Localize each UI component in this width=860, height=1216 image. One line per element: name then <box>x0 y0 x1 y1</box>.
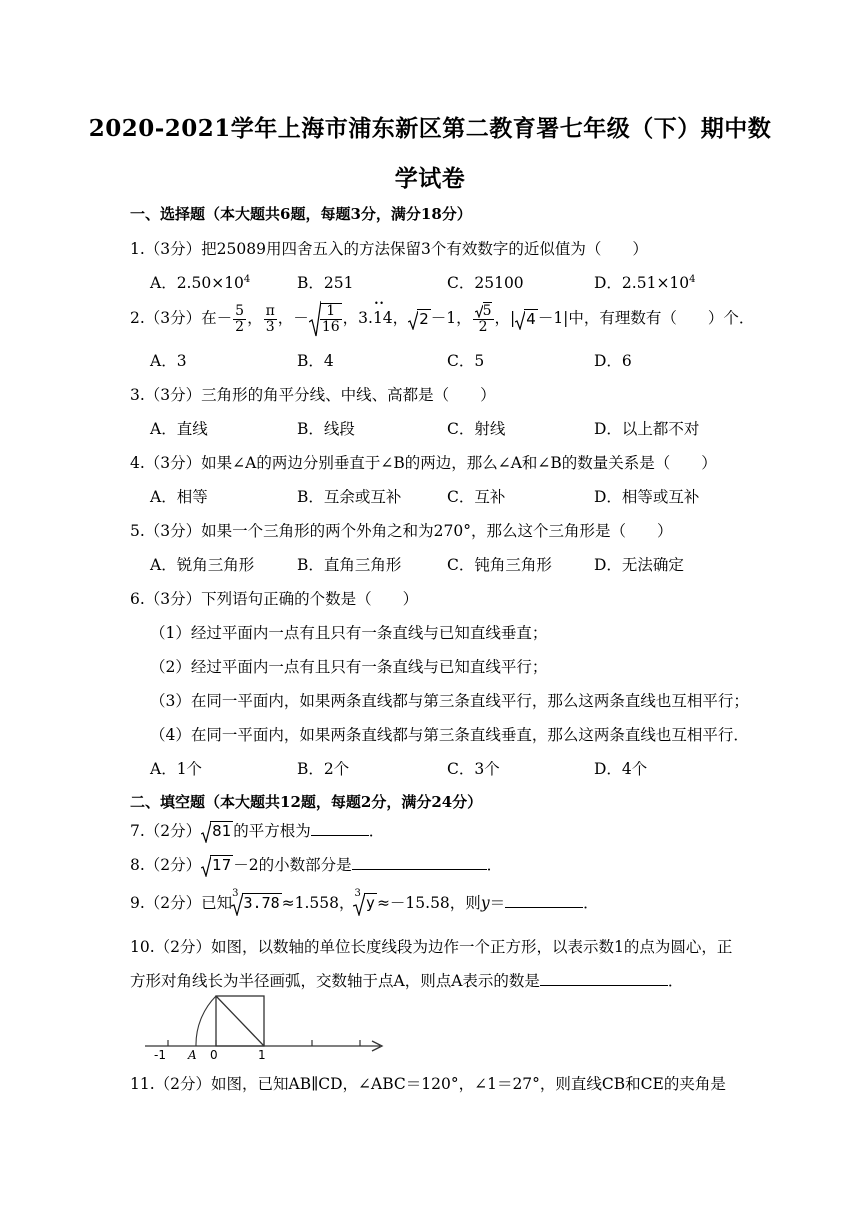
q9-var: y <box>480 894 490 912</box>
question-1-stem: 1.（3分）把25089用四舍五入的方法保留3个有效数字的近似值为（ ） <box>130 240 648 258</box>
question-2-stem: 2.（3分）在－ $\frac{5}{2}$ ， $\frac{\pi}{3}$ ，－ $\frac{1}{16}$ ，3.• • 14， 2 －1， $\frac{5}{2}$ ，| 4 －1|中，有理数有（ ）个． <box>130 300 754 338</box>
q2-f1-den: 2 <box>235 318 245 335</box>
q2-f3-den: 2 <box>478 318 488 335</box>
q2-f1-num: 5 <box>235 302 245 319</box>
section-choice-heading: 一、选择题（本大题共6题，每题3分，满分18分） <box>130 205 472 223</box>
q10-answer-blank[interactable] <box>540 971 668 986</box>
question-3-stem: 3.（3分）三角形的角平分线、中线、高都是（ ） <box>130 386 496 404</box>
question-9-stem <box>130 887 599 916</box>
q2-neg: ，－ <box>277 309 309 327</box>
q8-answer-blank[interactable] <box>352 855 487 870</box>
question-8-stem <box>130 853 502 877</box>
q7-radicand: 81 <box>212 822 232 840</box>
q8-pre: 8.（2分） <box>130 856 202 874</box>
q2-option-c[interactable]: C．5 <box>447 352 485 370</box>
q1-option-d-text: D．2.51×10 <box>594 274 690 292</box>
q7-end: ． <box>368 822 385 840</box>
q6-statement-3: （3）在同一平面内，如果两条直线都与第三条直线平行，那么这两条直线也互相平行； <box>150 692 749 710</box>
q2-option-d[interactable]: D．6 <box>594 352 632 370</box>
q4-option-a[interactable]: A．相等 <box>150 488 208 506</box>
q2-sq1-frac <box>320 303 342 335</box>
q5-option-b[interactable]: B．直角三角形 <box>297 556 402 574</box>
q6-option-a[interactable]: A．1个 <box>150 760 203 778</box>
q5-option-a[interactable]: A．锐角三角形 <box>150 556 255 574</box>
q8-radicand: 17 <box>212 856 232 874</box>
question-6-stem: 6.（3分）下列语句正确的个数是（ ） <box>130 590 419 608</box>
q5-option-d[interactable]: D．无法确定 <box>594 556 684 574</box>
q3-option-c[interactable]: C．射线 <box>447 420 506 438</box>
q8-post: －2的小数部分是 <box>233 856 352 874</box>
q2-sq2-tail: －1， <box>430 309 472 327</box>
q2-f2-num: π <box>265 302 275 319</box>
question-5-stem: 5.（3分）如果一个三角形的两个外角之和为270°，那么这个三角形是（ ） <box>130 522 673 540</box>
q3-option-d[interactable]: D．以上都不对 <box>594 420 700 438</box>
q9-eq: ＝ <box>489 894 506 912</box>
cube-root-y <box>354 887 377 916</box>
label-0: 0 <box>210 1048 218 1062</box>
q2-option-a[interactable]: A．3 <box>150 352 187 370</box>
q10-line2-pre: 方形对角线长为半径画弧，交数轴于点A，则点A表示的数是 <box>130 972 540 990</box>
q9-index-2: 3 <box>354 887 361 899</box>
q1-option-c[interactable]: C．25100 <box>447 274 524 292</box>
q9-pre: 9.（2分）已知 <box>130 894 233 912</box>
compass-arc <box>196 996 216 1046</box>
q4-option-d[interactable]: D．相等或互补 <box>594 488 700 506</box>
label-minus-1: -1 <box>154 1048 166 1062</box>
q9-index-1: 3 <box>232 887 239 899</box>
q3-option-a[interactable]: A．直线 <box>150 420 208 438</box>
q2-f3-radicand: 5 <box>482 302 492 319</box>
square-diagonal <box>216 996 264 1046</box>
q6-statement-1: （1）经过平面内一点有且只有一条直线与已知直线垂直； <box>150 624 548 642</box>
q9-radicand-2: y <box>365 894 375 912</box>
q2-option-b[interactable]: B．4 <box>297 352 334 370</box>
sqrt-17 <box>201 855 233 877</box>
q2-sq1-den: 16 <box>321 319 340 335</box>
q9-post: ≈－15.58，则 <box>376 894 481 912</box>
question-7-stem <box>130 819 384 843</box>
q2-f2-den: 3 <box>265 318 275 335</box>
question-10-line-1: 10.（2分）如图，以数轴的单位长度线段为边作一个正方形，以表示数1的点为圆心，正 <box>130 938 733 956</box>
question-11-line-1: 11.（2分）如图，已知AB∥CD，∠ABC＝120°，∠1＝27°，则直线CB和CE的夹角是 <box>130 1075 726 1093</box>
q1-option-b[interactable]: B．251 <box>297 274 354 292</box>
q2-abs-post: －1|中，有理数有（ ）个． <box>537 309 755 327</box>
radical-sign-icon <box>475 304 483 318</box>
q2-sq4-radicand: 4 <box>526 309 536 328</box>
question-4-stem: 4.（3分）如果∠A的两边分别垂直于∠B的两边，那么∠A和∠B的数量关系是（ ） <box>130 454 717 472</box>
q6-option-b[interactable]: B．2个 <box>297 760 350 778</box>
fraction-sqrt5-over-2 <box>473 304 494 335</box>
q9-end: ． <box>583 894 599 912</box>
q2-sq2-radicand: 2 <box>419 309 429 328</box>
q1-option-a-text: A．2.50×10 <box>150 274 244 292</box>
fraction-5-over-2 <box>233 304 246 335</box>
q2-n314-a: ，3. <box>342 309 373 327</box>
exam-title-line1: 2020-2021学年上海市浦东新区第二教育署七年级（下）期中数 <box>88 115 772 142</box>
q4-option-b[interactable]: B．互余或互补 <box>297 488 402 506</box>
q2-lead: 2.（3分）在－ <box>130 309 233 327</box>
q1-option-a-exponent: 4 <box>243 273 251 285</box>
q4-option-c[interactable]: C．互补 <box>447 488 506 506</box>
label-point-a: A <box>188 1048 197 1062</box>
q2-f3-num <box>473 304 494 320</box>
number-line-figure <box>140 990 390 1065</box>
q6-statement-4: （4）在同一平面内，如果两条直线都与第三条直线垂直，那么这两条直线也互相平行． <box>150 726 749 744</box>
sqrt-81 <box>201 821 233 843</box>
repeating-decimal-14: • • 14 <box>373 309 393 327</box>
sqrt-2 <box>408 309 431 330</box>
q10-end: ． <box>667 972 684 990</box>
q2-sq1-num: 1 <box>320 304 342 320</box>
q1-option-d-exponent: 4 <box>689 273 696 285</box>
q9-mid: ≈1.558， <box>281 894 355 912</box>
q6-statement-2: （2）经过平面内一点有且只有一条直线与已知直线平行； <box>150 658 548 676</box>
q1-option-a[interactable] <box>150 271 250 293</box>
q9-answer-blank[interactable] <box>505 893 583 908</box>
q2-abs-pre: ，| <box>494 309 516 327</box>
q8-end: ． <box>486 856 503 874</box>
label-1: 1 <box>258 1048 266 1062</box>
q6-option-c[interactable]: C．3个 <box>447 760 500 778</box>
sqrt-1-over-16 <box>309 300 343 338</box>
q5-option-c[interactable]: C．钝角三角形 <box>447 556 552 574</box>
section-fill-heading: 二、填空题（本大题共12题，每题2分，满分24分） <box>130 793 483 811</box>
cube-root-3-78 <box>232 887 282 916</box>
q7-post: 的平方根为 <box>233 822 311 840</box>
q9-radicand-1: 3.78 <box>243 894 280 912</box>
q7-pre: 7.（2分） <box>130 822 202 840</box>
fraction-pi-over-3 <box>264 304 277 335</box>
q3-option-b[interactable]: B．线段 <box>297 420 355 438</box>
sqrt-4 <box>515 309 538 330</box>
q1-option-d[interactable] <box>594 271 696 293</box>
q7-answer-blank[interactable] <box>311 821 369 836</box>
q6-option-d[interactable]: D．4个 <box>594 760 648 778</box>
exam-title-line2: 学试卷 <box>394 165 466 192</box>
question-10-line-2 <box>130 969 683 991</box>
